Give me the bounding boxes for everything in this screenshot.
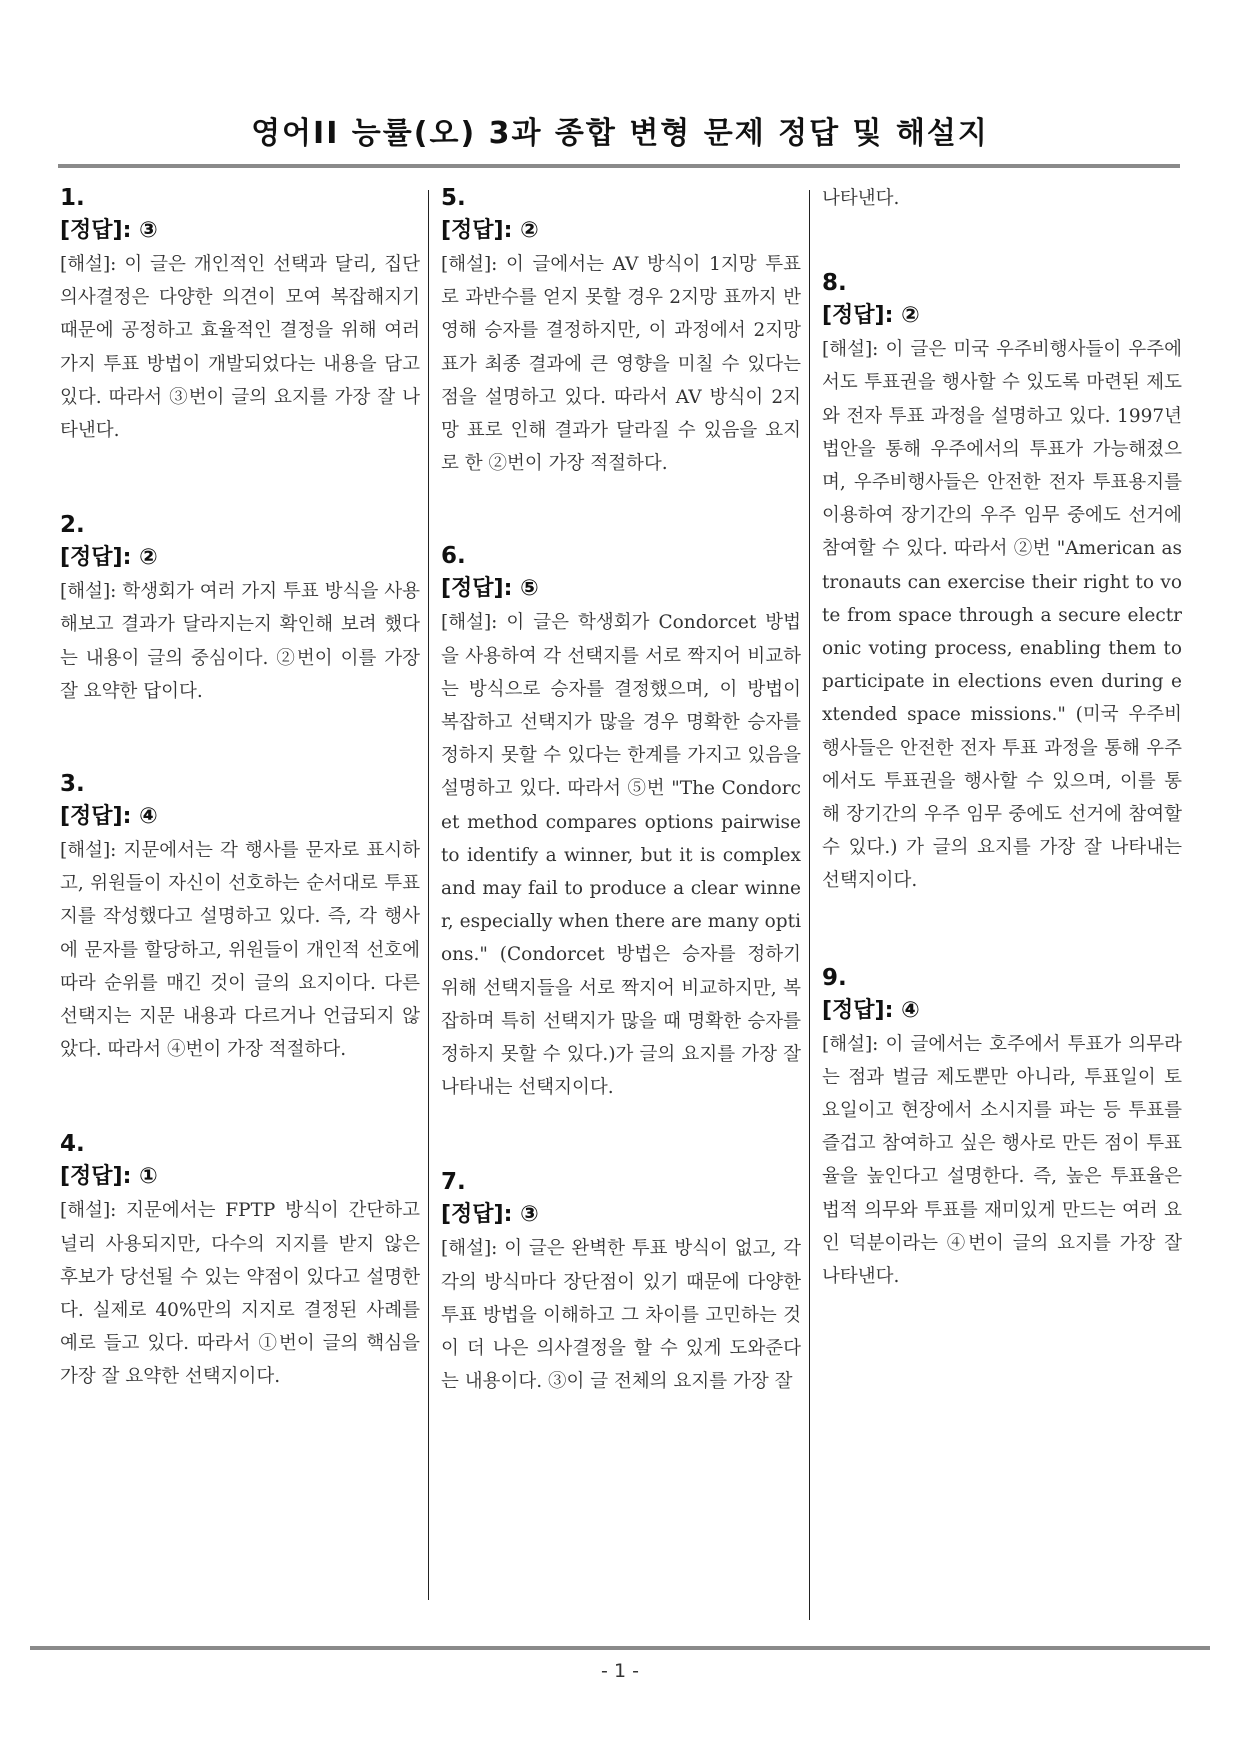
explanation-text: [해설]: 이 글에서는 호주에서 투표가 의무라는 점과 벌금 제도뿐만 아니라, 투표일이 토요일이고 현장에서 소시지를 파는 등 투표를 즐겁고 참여하고 싶은 행사로 만든 점이 투표율을 높인다고 설명한다. 즉, 높은 투표율은 법적 의무와 투표를 재미있게 만드는 여러 요인 덕분이라는 ④번이 글의 요지를 가장 잘 나타낸다. [822,1033,1182,1288]
answer-label: [정답]: ⑤ [441,576,539,602]
explanation-text: [해설]: 학생회가 여러 가지 투표 방식을 사용해보고 결과가 달라지는지 확인해 보려 했다는 내용이 글의 중심이다. ②번이 이를 가장 잘 요약한 답이다. [60,581,420,702]
answer-label: [정답]: ② [822,303,920,329]
question-7 [441,1166,801,1398]
explanation-text: [해설]: 이 글은 미국 우주비행사들이 우주에서도 투표권을 행사할 수 있도록 마련된 제도와 전자 투표 과정을 설명하고 있다. 1997년 법안을 통해 우주에서의 투표가 가능해졌으며, 우주비행사들은 안전한 전자 투표용지를 이용하여 장기간의 우주 임무 중에도 선거에 참여할 수 있다. 따라서 ②번 "American astronauts can exercise their right to vote from space through a secure electronic voting process, enabling them to participate in elections even during extended space missions." (미국 우주비행사들은 안전한 전자 투표 과정을 통해 우주에서도 투표권을 행사할 수 있으며, 이를 통해 장기간의 우주 임무 중에도 선거에 참여할 수 있다.) 가 글의 요지를 가장 잘 나타내는 선택지이다. [822,339,1182,892]
explanation-continuation: 나타낸다. [822,188,900,209]
page-title: 영어II 능률(오) 3과 종합 변형 문제 정답 및 해설지 [251,116,989,151]
question-number: 7. [441,1169,466,1196]
question-1 [60,182,420,447]
column-right [822,182,1182,1293]
answer-label: [정답]: ② [60,545,158,571]
column-middle [441,182,801,1398]
question-6 [441,540,801,1104]
question-number: 1. [60,185,85,211]
explanation-text: [해설]: 이 글은 개인적인 선택과 달리, 집단 의사결정은 다양한 의견이 모여 복잡해지기 때문에 공정하고 효율적인 결정을 위해 여러 가지 투표 방법이 개발되었다는 내용을 담고 있다. 따라서 ③번이 글의 요지를 가장 잘 나타낸다. [60,254,420,442]
question-8 [822,267,1182,897]
page-number: - 1 - [601,1660,639,1682]
answer-label: [정답]: ③ [60,218,158,243]
column-left [60,182,420,1394]
footer-divider [30,1646,1210,1650]
answer-label: [정답]: ① [60,1164,158,1190]
question-number: 6. [441,543,466,570]
question-5 [441,182,801,480]
title-divider [58,164,1180,168]
question-number: 3. [60,771,85,798]
question-number: 5. [441,185,466,211]
column-divider-right [809,190,810,1620]
question-number: 2. [60,512,85,539]
question-number: 8. [822,270,847,297]
explanation-text: [해설]: 이 글에서는 AV 방식이 1지망 투표로 과반수를 얻지 못할 경우 2지망 표까지 반영해 승자를 결정하지만, 이 과정에서 2지망 표가 최종 결과에 큰 영향을 미칠 수 있다는 점을 설명하고 있다. 따라서 AV 방식이 2지망 표로 인해 결과가 달라질 수 있음을 요지로 한 ②번이 가장 적절하다. [441,254,801,475]
explanation-text: [해설]: 이 글은 학생회가 Condorcet 방법을 사용하여 각 선택지를 서로 짝지어 비교하는 방식으로 승자를 결정했으며, 이 방법이 복잡하고 선택지가 많을 경우 명확한 승자를 정하지 못할 수 있다는 한계를 가지고 있음을 설명하고 있다. 따라서 ⑤번 "The Condorcet method compares options pairwise to identify a winner, but it is complex and may fail to produce a clear winner, especially when there are many options." (Condorcet 방법은 승자를 정하기 위해 선택지들을 서로 짝지어 비교하지만, 복잡하며 특히 선택지가 많을 때 명확한 승자를 정하지 못할 수 있다.)가 글의 요지를 가장 잘 나타내는 선택지이다. [441,612,801,1099]
answer-label: [정답]: ② [441,218,539,243]
question-3 [60,768,420,1066]
column-divider-left [428,190,429,1600]
explanation-text: [해설]: 지문에서는 각 행사를 문자로 표시하고, 위원들이 자신이 선호하는 순서대로 투표지를 작성했다고 설명하고 있다. 즉, 각 행사에 문자를 할당하고, 위원들이 개인적 선호에 따라 순위를 매긴 것이 글의 요지이다. 다른 선택지는 지문 내용과 다르거나 언급되지 않았다. 따라서 ④번이 가장 적절하다. [60,840,420,1061]
question-9 [822,962,1182,1294]
answer-label: [정답]: ④ [60,804,158,830]
question-4 [60,1128,420,1393]
explanation-text: [해설]: 이 글은 완벽한 투표 방식이 없고, 각각의 방식마다 장단점이 있기 때문에 다양한 투표 방법을 이해하고 그 차이를 고민하는 것이 더 나은 의사결정을 할 수 있게 도와준다는 내용이다. ③이 글 전체의 요지를 가장 잘 [441,1238,801,1393]
explanation-text: [해설]: 지문에서는 FPTP 방식이 간단하고 널리 사용되지만, 다수의 지지를 받지 않은 후보가 당선될 수 있는 약점이 있다고 설명한다. 실제로 40%만의 지지로 결정된 사례를 예로 들고 있다. 따라서 ①번이 글의 핵심을 가장 잘 요약한 선택지이다. [60,1200,420,1388]
question-number: 9. [822,964,847,991]
question-number: 4. [60,1131,85,1158]
answer-label: [정답]: ④ [822,997,920,1023]
answer-label: [정답]: ③ [441,1202,539,1228]
question-2 [60,509,420,708]
